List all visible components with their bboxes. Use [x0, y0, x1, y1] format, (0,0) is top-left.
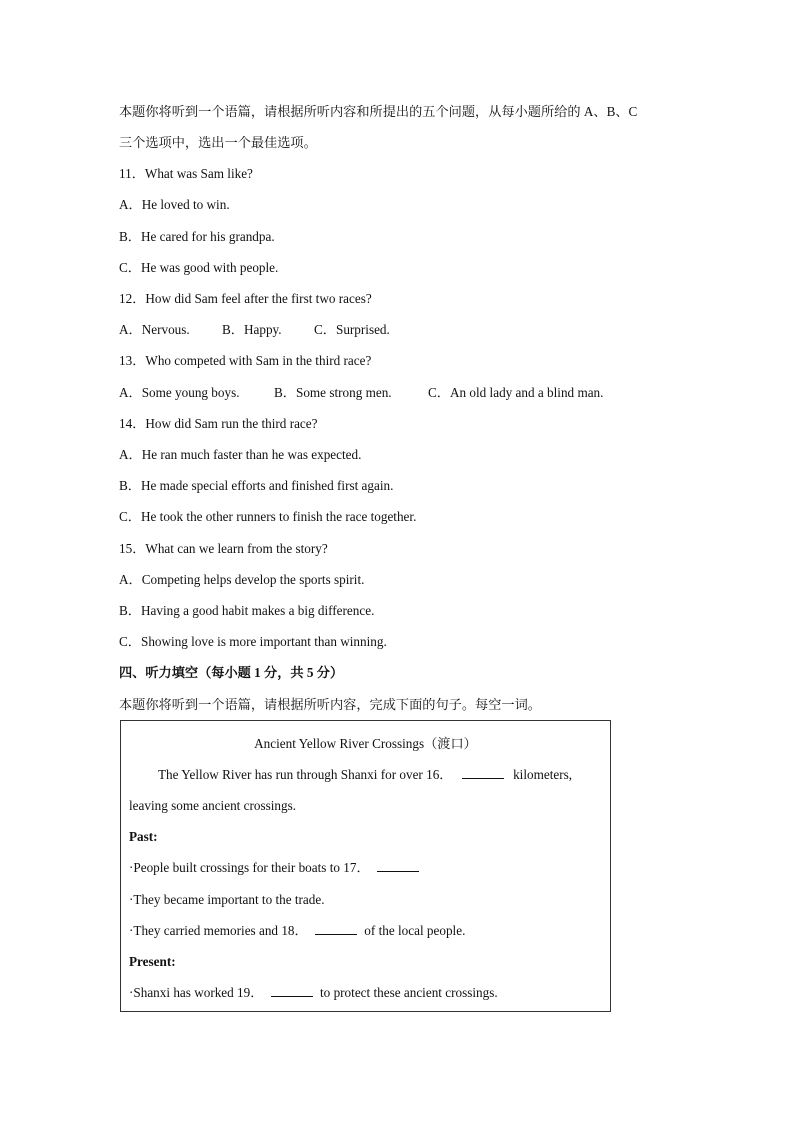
present-label: Present:: [129, 954, 176, 969]
past-item-3-text-a: ·They carried memories and 18．: [129, 923, 308, 938]
question-15: 15．What can we learn from the story?: [119, 541, 328, 556]
question-13-options: [119, 384, 603, 402]
question-14-option-b: B．He made special efforts and finished first again.: [119, 478, 394, 493]
box-paragraph-line2: leaving some ancient crossings.: [129, 798, 297, 813]
section4-instructions: 本题你将听到一个语篇，请根据所听内容，完成下面的句子。每空一词。: [119, 697, 541, 712]
question-12-option-a: A．Nervous.: [119, 322, 190, 337]
question-11-option-a: A．He loved to win.: [119, 197, 230, 212]
blank-16[interactable]: [462, 766, 504, 779]
question-15-option-b: B．Having a good habit makes a big difference.: [119, 603, 375, 618]
section3-instructions-line1: 本题你将听到一个语篇，请根据所听内容和所提出的五个问题，从每小题所给的 A、B、C: [119, 104, 638, 119]
present-item-1: [129, 984, 498, 1002]
paragraph-text-b: kilometers,: [513, 767, 573, 782]
question-13-option-c: C．An old lady and a blind man.: [428, 385, 604, 400]
question-13-option-a: A．Some young boys.: [119, 385, 240, 400]
box-paragraph-line1: [158, 766, 572, 784]
fill-in-box: [120, 720, 611, 1012]
question-15-option-a: A．Competing helps develop the sports spirit.: [119, 572, 365, 587]
question-11-option-c: C．He was good with people.: [119, 260, 279, 275]
question-12-options: [119, 321, 390, 339]
question-14-option-c: C．He took the other runners to finish the race together.: [119, 509, 417, 524]
present-item-1-text-a: ·Shanxi has worked 19．: [129, 985, 264, 1000]
blank-19[interactable]: [271, 984, 313, 997]
past-item-1: [129, 859, 419, 877]
section4-heading: 四、听力填空（每小题 1 分，共 5 分）: [119, 665, 344, 680]
paragraph-text-a: The Yellow River has run through Shanxi for over 16．: [158, 767, 453, 782]
present-item-1-text-b: to protect these ancient crossings.: [320, 985, 498, 1000]
question-14-option-a: A．He ran much faster than he was expected.: [119, 447, 362, 462]
past-item-3-text-b: of the local people.: [364, 923, 466, 938]
past-item-1-text: ·People built crossings for their boats to 17．: [129, 860, 370, 875]
question-13: 13．Who competed with Sam in the third race?: [119, 353, 372, 368]
past-item-2: ·They became important to the trade.: [129, 892, 325, 907]
question-12-option-c: C．Surprised.: [314, 322, 390, 337]
question-11-option-b: B．He cared for his grandpa.: [119, 229, 275, 244]
question-13-option-b: B．Some strong men.: [274, 385, 392, 400]
box-title: Ancient Yellow River Crossings（渡口）: [254, 736, 477, 751]
blank-18[interactable]: [315, 922, 357, 935]
blank-17[interactable]: [377, 859, 419, 872]
question-12-option-b: B．Happy.: [222, 322, 282, 337]
question-11: 11．What was Sam like?: [119, 166, 253, 181]
question-15-option-c: C．Showing love is more important than winning.: [119, 634, 387, 649]
section3-instructions-line2: 三个选项中，选出一个最佳选项。: [119, 135, 317, 150]
past-label: Past:: [129, 829, 158, 844]
past-item-3: [129, 922, 465, 940]
question-12: 12．How did Sam feel after the first two races?: [119, 291, 372, 306]
question-14: 14．How did Sam run the third race?: [119, 416, 318, 431]
